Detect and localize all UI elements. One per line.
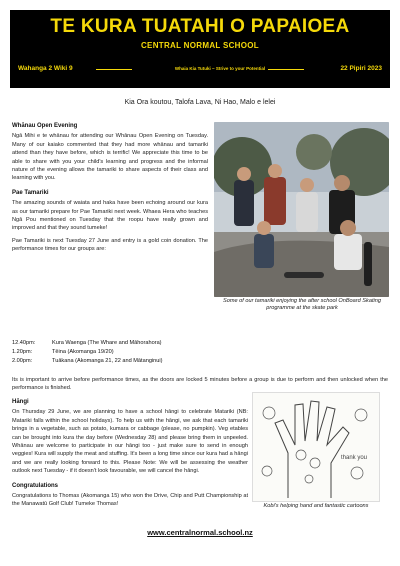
header-info-row [18, 65, 382, 77]
performance-row: 12.40pm: Kura Waenga (The Whare and Māhorahora) [12, 340, 162, 346]
school-subtitle: CENTRAL NORMAL SCHOOL [140, 41, 259, 50]
pae-tamariki-body-1: The amazing sounds of waiata and haka have been echoing around our kura as our tamariki prepare for Pae Tamariki next week. Whaea Hera who teaches Ngā Pou mentioned on Tuesday that the roopu have really grown and improved and that they sound tumeke! [12, 200, 208, 232]
hangi-section [12, 398, 248, 513]
skate-park-photo [214, 122, 389, 297]
performance-row: 1.20pm: Tēina (Akomanga 19/20) [12, 349, 114, 355]
drawing-caption: Kobi's helping hand and fantastic cartoons [263, 503, 369, 509]
open-evening-heading: Whānau Open Evening [12, 123, 78, 129]
greeting: Kia Ora koutou, Talofa Lava, Ni Hao, Malo e lelei [124, 99, 276, 106]
pae-tamariki-body-2: Pae Tamariki is next Tuesday 27 June and entry is a gold coin donation. The performance times for our groups are: [12, 237, 208, 253]
performance-row: 2.00pm: Tuākana (Akomanga 21, 22 and Mātanginui) [12, 358, 163, 364]
hangi-body: On Thursday 29 June, we are planning to have a school hāngi to celebrate Matariki (NB: Matariki falls within the school holidays). To help us with the hāngi, we ask that each tamariki brings in a vegetable, such as potato, kumara or cabbage (please, no pumpkin). Veg etables can be brought into kura the day before (Wednesday 28) and please bring them in unpeeled. Whānau are welcome to participate in our hāngi too - just make sure to send in enough veggies! Kura will supply the meat and stuffing. It's been a long time since our kura had a hāngi and we are really looking forward to this. Please Note: We will be assessing the weather outlook next Tuesday - if it doesn't look favourable, we will cancel the hāngi. [12, 409, 248, 475]
newsletter-header [10, 10, 390, 88]
issue-label: Wahanga 2 Wiki 9 [18, 65, 73, 72]
school-website-link[interactable]: www.centralnormal.school.nz [147, 528, 253, 537]
hangi-heading: Hāngi [12, 399, 29, 405]
divider-line-right [268, 69, 304, 70]
drawing-note: thank you [341, 455, 368, 461]
performance-times [12, 339, 208, 366]
pae-tamariki-heading: Pae Tamariki [12, 189, 49, 196]
school-title: TE KURA TUATAHI O PAPAIOEA [50, 16, 350, 37]
hand-drawing [252, 392, 380, 502]
arrival-note [12, 376, 388, 393]
left-column [12, 122, 208, 258]
photo-caption: Some of our tamariki enjoying the after school OnBoard Skating programme at the skate park [223, 298, 381, 311]
issue-date: 22 Pipiri 2023 [340, 65, 382, 72]
congrats-body: Congratulations to Thomas (Akomanga 15) who won the Drive, Chip and Putt Championship at the Manawatū Golf Club! Tumeke Thomas! [12, 493, 248, 508]
congrats-heading: Congratulations [12, 482, 58, 489]
arrival-text: Its is important to arrive before performance times, as the doors are locked 5 minutes before a group is due to perform and then unlocked when the performance is finished. [12, 377, 388, 392]
open-evening-body: Ngā Mihi e te whānau for attending our Whānau Open Evening on Tuesday. Many of our kaiako commented that they had more whānau and tamariki attend than they have before, which is terrific! We appreciate this time to be able to share with you your child's learning and progress and the informal nature of the evening allows the tamariki to share aspects of their class and learning with you. [12, 133, 208, 182]
motto: Whaia Kia Tutuki ~ Strive to your Potential [174, 66, 266, 71]
